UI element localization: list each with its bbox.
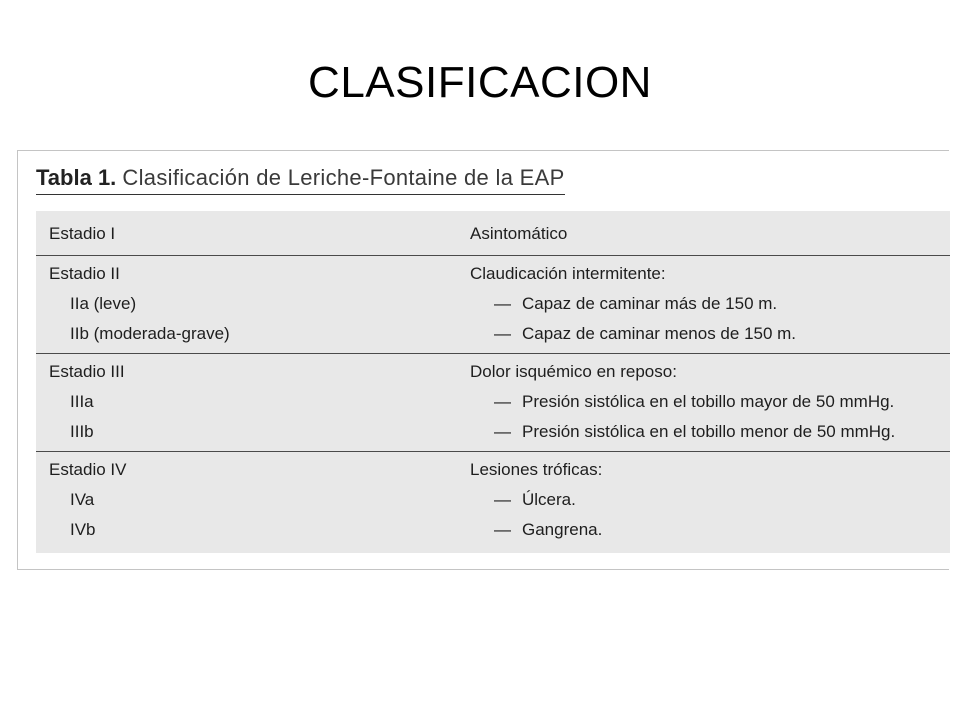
stage-cell: Estadio IV [49,460,127,479]
substage-description-text: Gangrena. [522,520,603,539]
table-group-estadio-iii [36,354,950,452]
substage-description [494,324,796,344]
substage-description [494,422,895,442]
table-caption-label: Tabla 1. [36,165,117,190]
substage-cell: IIa (leve) [70,294,137,313]
dash-glyph: — [494,392,511,411]
table-caption [36,165,565,195]
dash-glyph: — [494,422,511,441]
substage-description [494,294,777,314]
substage-description-text: Capaz de caminar más de 150 m. [522,294,778,313]
description-cell: Lesiones tróficas: [470,460,603,479]
substage-description-text: Úlcera. [522,490,576,509]
dash-glyph: — [494,324,511,343]
substage-description [494,392,894,412]
slide-title: CLASIFICACION [308,58,652,107]
table-group-estadio-iv [36,452,950,553]
substage-description-text: Capaz de caminar menos de 150 m. [522,324,797,343]
stage-cell: Estadio I [49,224,116,243]
dash-glyph: — [494,294,511,313]
substage-description-text: Presión sistólica en el tobillo mayor de 50 mmHg. [522,392,895,411]
description-cell: Claudicación intermitente: [470,264,666,283]
table-caption-text: Clasificación de Leriche-Fontaine de la EAP [122,165,565,190]
substage-description-text: Presión sistólica en el tobillo menor de 50 mmHg. [522,422,896,441]
substage-cell: IIIb [70,422,94,441]
substage-description [494,520,602,540]
dash-glyph: — [494,520,511,539]
table-header-row [36,211,950,256]
description-cell: Asintomático [470,224,568,243]
substage-cell: IVb [70,520,96,539]
stage-cell: Estadio III [49,362,125,381]
table-body [36,211,950,553]
substage-cell: IIIa [70,392,94,411]
substage-cell: IIb (moderada-grave) [70,324,230,343]
substage-description [494,490,576,510]
dash-glyph: — [494,490,511,509]
stage-cell: Estadio II [49,264,120,283]
table-group-estadio-ii [36,256,950,354]
description-cell: Dolor isquémico en reposo: [470,362,677,381]
substage-cell: IVa [70,490,95,509]
classification-table [17,150,949,570]
